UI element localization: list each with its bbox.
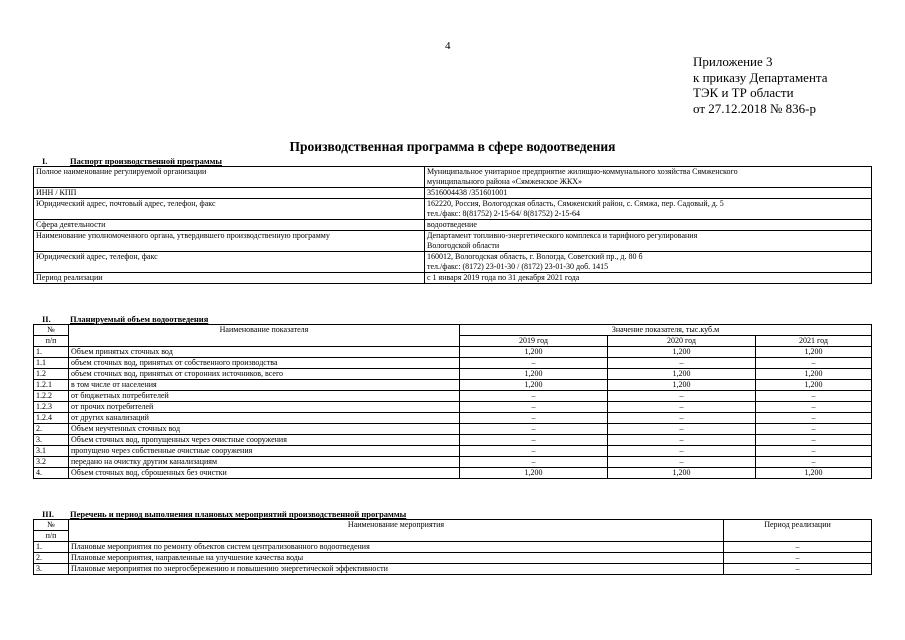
col-period-header: Период реализации	[724, 520, 872, 542]
table-row	[34, 402, 872, 413]
indicator-value: 1,200	[756, 347, 872, 358]
measures-table	[33, 519, 872, 575]
field-value-line: тел./факс: (8172) 23-01-30 / (8172) 23-01-30 доб. 1415	[427, 262, 609, 271]
col-num-header-2: п/п	[34, 531, 69, 542]
field-value-line: 160012, Вологодская область, г. Вологда, Советский пр., д. 80 б	[427, 252, 643, 261]
indicator-value: –	[608, 402, 756, 413]
field-value-line: Муниципальное унитарное предприятие жилищно-коммунального хозяйства Сямженского	[427, 167, 738, 176]
indicator-value: 1,200	[460, 468, 608, 479]
indicator-value: –	[460, 391, 608, 402]
page-number: 4	[445, 40, 451, 52]
table-row	[34, 220, 872, 231]
section-title: Планируемый объем водоотведения	[70, 314, 209, 324]
volume-table	[33, 324, 872, 479]
measure-name: Плановые мероприятия, направленные на улучшение качества воды	[69, 553, 724, 564]
table-row	[34, 435, 872, 446]
indicator-value: 1,200	[756, 468, 872, 479]
section-title: Перечень и период выполнения плановых мероприятий производственной программы	[70, 509, 407, 519]
appendix-line: от 27.12.2018 № 836-р	[693, 100, 816, 116]
indicator-name: от бюджетных потребителей	[69, 391, 460, 402]
indicator-value: –	[460, 424, 608, 435]
measure-period: –	[724, 564, 872, 575]
row-number: 4.	[34, 468, 69, 479]
table-row	[34, 347, 872, 358]
appendix-line: Приложение 3	[693, 54, 773, 69]
year-header: 2019 год	[460, 336, 608, 347]
field-value	[425, 199, 872, 220]
indicator-value: –	[608, 457, 756, 468]
field-value-line: с 1 января 2019 года по 31 декабря 2021 года	[427, 273, 580, 282]
indicator-value: –	[756, 435, 872, 446]
indicator-value: 1,200	[460, 369, 608, 380]
indicator-value: –	[460, 457, 608, 468]
col-num-header-2: п/п	[34, 336, 69, 347]
field-value-line: Департамент топливно-энергетического комплекса и тарифного регулирования	[427, 231, 698, 240]
table-row	[34, 358, 872, 369]
row-number: 2.	[34, 424, 69, 435]
measure-period: –	[724, 553, 872, 564]
table-row	[34, 167, 872, 188]
row-number: 1.2.3	[34, 402, 69, 413]
table-row	[34, 188, 872, 199]
table-row	[34, 564, 872, 575]
row-number: 1.2.1	[34, 380, 69, 391]
field-label: Полное наименование регулируемой организации	[34, 167, 425, 188]
field-label: Сфера деятельности	[34, 220, 425, 231]
indicator-name: Объем принятых сточных вод	[69, 347, 460, 358]
field-value-line: муниципального района «Сямженское ЖКХ»	[427, 177, 583, 186]
indicator-value: 1,200	[608, 347, 756, 358]
indicator-value: –	[756, 457, 872, 468]
indicator-name: от прочих потребителей	[69, 402, 460, 413]
row-number: 1.2.4	[34, 413, 69, 424]
field-label: ИНН / КПП	[34, 188, 425, 199]
indicator-value: –	[460, 435, 608, 446]
indicator-name: Объем неучтенных сточных вод	[69, 424, 460, 435]
section-number: III.	[42, 509, 55, 519]
passport-table	[33, 166, 872, 284]
indicator-name: пропущено через собственные очистные сооружения	[69, 446, 460, 457]
table-row	[34, 542, 872, 553]
indicator-value: –	[608, 424, 756, 435]
indicator-value: 1,200	[608, 468, 756, 479]
field-value-line: водоотведение	[427, 220, 477, 229]
table-row	[34, 273, 872, 284]
indicator-value: –	[756, 446, 872, 457]
indicator-value: –	[756, 391, 872, 402]
indicator-value: –	[756, 402, 872, 413]
indicator-value: –	[756, 424, 872, 435]
indicator-value: 1,200	[608, 369, 756, 380]
indicator-value: –	[460, 413, 608, 424]
row-number: 3.2	[34, 457, 69, 468]
section-number: II.	[42, 314, 51, 324]
indicator-value: 1,200	[756, 369, 872, 380]
row-number: 2.	[34, 553, 69, 564]
table-row	[34, 252, 872, 273]
indicator-name: в том числе от населения	[69, 380, 460, 391]
table-row	[34, 424, 872, 435]
indicator-name: передано на очистку другим канализациям	[69, 457, 460, 468]
indicator-value: 1,200	[460, 380, 608, 391]
field-value	[425, 167, 872, 188]
indicator-name: объем сточных вод, принятых от собственного производства	[69, 358, 460, 369]
indicator-value: –	[608, 413, 756, 424]
row-number: 1.2	[34, 369, 69, 380]
year-header: 2020 год	[608, 336, 756, 347]
indicator-value: –	[608, 446, 756, 457]
col-value-header: Значение показателя, тыс.куб.м	[460, 325, 872, 336]
section-1-heading	[42, 156, 222, 166]
indicator-name: от других канализаций	[69, 413, 460, 424]
indicator-value: –	[608, 435, 756, 446]
row-number: 1.	[34, 542, 69, 553]
col-num-header: №	[34, 520, 69, 531]
row-number: 3.1	[34, 446, 69, 457]
field-label: Юридический адрес, телефон, факс	[34, 252, 425, 273]
table-row	[34, 391, 872, 402]
indicator-name: объем сточных вод, принятых от сторонних источников, всего	[69, 369, 460, 380]
indicator-value: –	[608, 358, 756, 369]
field-label: Период реализации	[34, 273, 425, 284]
row-number: 3.	[34, 564, 69, 575]
indicator-value: –	[756, 413, 872, 424]
indicator-value: 1,200	[608, 380, 756, 391]
col-name-header: Наименование показателя	[69, 325, 460, 347]
row-number: 1.1	[34, 358, 69, 369]
row-number: 1.	[34, 347, 69, 358]
field-value-line: 162220, Россия, Вологодская область, Сямженский район, с. Сямжа, пер. Садовый, д. 5	[427, 199, 724, 208]
indicator-value: –	[756, 358, 872, 369]
table-row	[34, 380, 872, 391]
indicator-value: –	[460, 358, 608, 369]
table-row	[34, 199, 872, 220]
indicator-value: –	[460, 446, 608, 457]
document-title: Производственная программа в сфере водоотведения	[289, 139, 616, 154]
appendix-line: ТЭК и ТР области	[693, 85, 794, 100]
table-row	[34, 457, 872, 468]
section-3-heading	[42, 509, 406, 519]
field-value-line: Вологодской области	[427, 241, 500, 250]
table-row	[34, 413, 872, 424]
measure-name: Плановые мероприятия по ремонту объектов систем централизованного водоотведения	[69, 542, 724, 553]
field-value-line: тел./факс: 8(81752) 2-15-64/ 8(81752) 2-15-64	[427, 209, 580, 218]
table-row	[34, 231, 872, 252]
col-name-header: Наименование мероприятия	[69, 520, 724, 542]
measure-name: Плановые мероприятия по энергосбережению и повышению энергетической эффективности	[69, 564, 724, 575]
table-row	[34, 468, 872, 479]
appendix-line: к приказу Департамента	[693, 69, 828, 85]
field-value-line: 3516004438 /351601001	[427, 188, 508, 197]
indicator-value: 1,200	[756, 380, 872, 391]
field-label: Наименование уполномоченного органа, утвердившего производственную программу	[34, 231, 425, 252]
section-2-heading	[42, 314, 208, 324]
row-number: 3.	[34, 435, 69, 446]
table-row	[34, 446, 872, 457]
field-value	[425, 188, 872, 199]
measure-period: –	[724, 542, 872, 553]
section-number: I.	[42, 156, 48, 166]
table-row	[34, 553, 872, 564]
field-label: Юридический адрес, почтовый адрес, телефон, факс	[34, 199, 425, 220]
field-value	[425, 220, 872, 231]
indicator-name: Объем сточных вод, сброшенных без очистки	[69, 468, 460, 479]
table-row	[34, 369, 872, 380]
year-header: 2021 год	[756, 336, 872, 347]
indicator-value: –	[460, 402, 608, 413]
field-value	[425, 252, 872, 273]
indicator-value: 1,200	[460, 347, 608, 358]
section-title: Паспорт производственной программы	[70, 156, 223, 166]
indicator-value: –	[608, 391, 756, 402]
field-value	[425, 273, 872, 284]
appendix-block	[693, 54, 828, 116]
col-num-header: №	[34, 325, 69, 336]
row-number: 1.2.2	[34, 391, 69, 402]
field-value	[425, 231, 872, 252]
indicator-name: Объем сточных вод, пропущенных через очистные сооружения	[69, 435, 460, 446]
